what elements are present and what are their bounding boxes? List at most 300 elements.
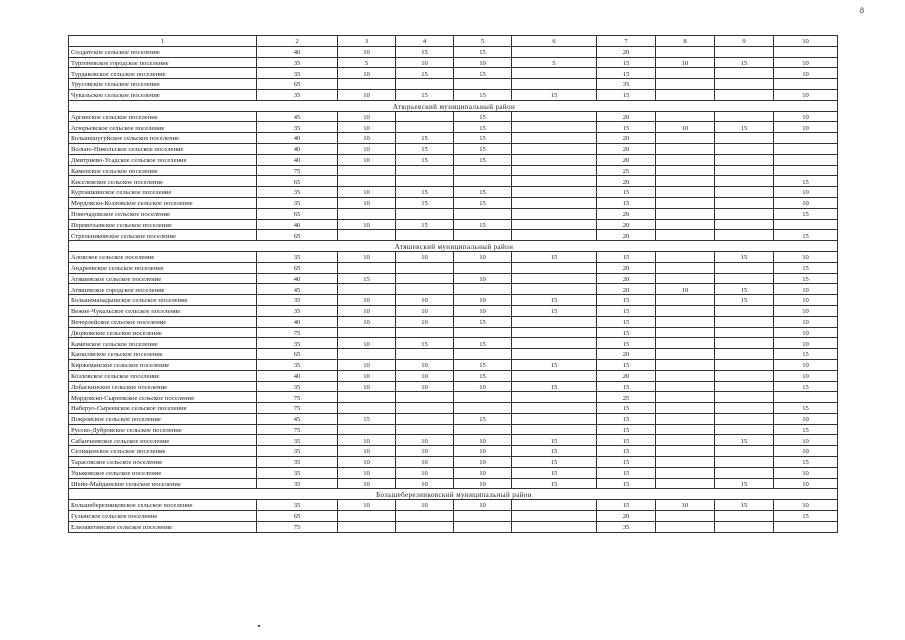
value-cell [338, 176, 396, 187]
value-cell: 20 [597, 208, 656, 219]
value-cell: 10 [656, 122, 715, 133]
value-cell [396, 511, 454, 522]
value-cell: 10 [396, 359, 454, 370]
value-cell [454, 424, 512, 435]
value-cell: 10 [656, 284, 715, 295]
value-cell: 10 [454, 457, 512, 468]
value-cell [512, 316, 597, 327]
value-cell [774, 219, 838, 230]
settlement-name: Турдаковское сельское поселение [69, 68, 257, 79]
value-cell: 10 [396, 251, 454, 262]
value-cell: 15 [454, 133, 512, 144]
settlement-name: Большеберезниковское сельское поселение [69, 500, 257, 511]
value-cell [512, 413, 597, 424]
table-row [69, 154, 838, 165]
value-cell: 10 [338, 68, 396, 79]
value-cell [396, 413, 454, 424]
value-cell: 15 [454, 122, 512, 133]
value-cell: 40 [257, 133, 338, 144]
value-cell: 10 [338, 381, 396, 392]
value-cell: 10 [454, 295, 512, 306]
table-row [69, 251, 838, 262]
value-cell [338, 327, 396, 338]
value-cell: 75 [257, 403, 338, 414]
table-row [69, 305, 838, 316]
header-cell: 2 [257, 36, 338, 47]
value-cell: 10 [454, 467, 512, 478]
value-cell: 35 [257, 89, 338, 100]
value-cell: 10 [774, 111, 838, 122]
value-cell [396, 521, 454, 532]
value-cell: 10 [774, 251, 838, 262]
value-cell: 15 [774, 403, 838, 414]
value-cell: 40 [257, 273, 338, 284]
value-cell [396, 230, 454, 241]
table-row [69, 500, 838, 511]
value-cell: 35 [597, 521, 656, 532]
value-cell [338, 392, 396, 403]
section-title: Атюрьевский муниципальный район [69, 100, 838, 111]
settlement-name: Атяшевское сельское поселение [69, 273, 257, 284]
table-row [69, 122, 838, 133]
table-row [69, 349, 838, 360]
value-cell: 15 [396, 143, 454, 154]
value-cell: 15 [597, 187, 656, 198]
table-row [69, 111, 838, 122]
value-cell [512, 154, 597, 165]
value-cell: 35 [257, 435, 338, 446]
value-cell [512, 327, 597, 338]
value-cell: 15 [396, 89, 454, 100]
value-cell: 35 [257, 478, 338, 489]
settlement-name: Дмитриево-Усадское сельское поселение [69, 154, 257, 165]
value-cell: 15 [597, 446, 656, 457]
value-cell [512, 273, 597, 284]
value-cell [715, 46, 774, 57]
value-cell [774, 392, 838, 403]
value-cell [715, 111, 774, 122]
section-row [69, 100, 838, 111]
value-cell: 15 [512, 457, 597, 468]
value-cell: 10 [338, 359, 396, 370]
value-cell: 15 [396, 154, 454, 165]
value-cell: 15 [597, 327, 656, 338]
settlement-name: Киржеманское сельское поселение [69, 359, 257, 370]
value-cell [715, 349, 774, 360]
value-cell: 10 [338, 219, 396, 230]
value-cell: 15 [512, 467, 597, 478]
value-cell [656, 359, 715, 370]
value-cell: 15 [512, 251, 597, 262]
value-cell: 10 [774, 359, 838, 370]
value-cell: 15 [597, 500, 656, 511]
value-cell [454, 403, 512, 414]
value-cell [512, 111, 597, 122]
value-cell [656, 316, 715, 327]
value-cell: 15 [597, 424, 656, 435]
value-cell [396, 208, 454, 219]
value-cell: 10 [774, 500, 838, 511]
settlement-name: Киселевское сельское поселение [69, 176, 257, 187]
value-cell: 15 [597, 359, 656, 370]
table-row [69, 57, 838, 68]
value-cell: 10 [338, 446, 396, 457]
value-cell: 15 [396, 133, 454, 144]
value-cell: 20 [597, 143, 656, 154]
value-cell: 10 [396, 467, 454, 478]
settlement-name: Стрельниковское сельское поселение [69, 230, 257, 241]
value-cell [656, 305, 715, 316]
value-cell [656, 349, 715, 360]
value-cell [656, 521, 715, 532]
value-cell: 10 [338, 111, 396, 122]
value-cell [656, 381, 715, 392]
table-row [69, 338, 838, 349]
table-row [69, 262, 838, 273]
value-cell [774, 46, 838, 57]
value-cell [512, 230, 597, 241]
table-row [69, 316, 838, 327]
section-title: Атяшевский муниципальный район [69, 241, 838, 252]
table-row [69, 424, 838, 435]
settlement-name: Мордовско-Козловское сельское поселение [69, 197, 257, 208]
value-cell: 15 [715, 500, 774, 511]
value-cell: 75 [257, 165, 338, 176]
value-cell: 35 [257, 381, 338, 392]
value-cell: 15 [715, 435, 774, 446]
table-row [69, 478, 838, 489]
value-cell [396, 262, 454, 273]
value-cell [512, 197, 597, 208]
value-cell [454, 79, 512, 90]
value-cell [338, 424, 396, 435]
value-cell [715, 133, 774, 144]
value-cell [656, 154, 715, 165]
settlement-name: Капасовское сельское поселение [69, 349, 257, 360]
settlement-name: Вежне-Чукальское сельское поселение [69, 305, 257, 316]
table-row [69, 381, 838, 392]
value-cell [656, 392, 715, 403]
value-cell: 45 [257, 111, 338, 122]
value-cell: 10 [396, 57, 454, 68]
value-cell [656, 111, 715, 122]
value-cell: 35 [257, 338, 338, 349]
value-cell: 10 [774, 89, 838, 100]
value-cell: 35 [257, 457, 338, 468]
value-cell [338, 208, 396, 219]
value-cell: 15 [774, 381, 838, 392]
value-cell: 35 [597, 79, 656, 90]
value-cell: 10 [774, 338, 838, 349]
value-cell [656, 295, 715, 306]
value-cell: 15 [774, 230, 838, 241]
value-cell: 15 [512, 381, 597, 392]
value-cell: 40 [257, 46, 338, 57]
value-cell [774, 143, 838, 154]
value-cell: 10 [454, 273, 512, 284]
value-cell [656, 251, 715, 262]
value-cell: 15 [597, 316, 656, 327]
value-cell: 20 [597, 230, 656, 241]
value-cell [656, 338, 715, 349]
value-cell: 15 [454, 197, 512, 208]
value-cell: 15 [597, 295, 656, 306]
value-cell: 15 [597, 338, 656, 349]
value-cell [512, 187, 597, 198]
value-cell: 15 [715, 251, 774, 262]
value-cell: 15 [597, 435, 656, 446]
value-cell: 10 [338, 338, 396, 349]
value-cell [774, 165, 838, 176]
value-cell: 65 [257, 230, 338, 241]
value-cell: 10 [396, 435, 454, 446]
value-cell [656, 79, 715, 90]
value-cell [715, 197, 774, 208]
value-cell: 15 [396, 46, 454, 57]
value-cell [338, 79, 396, 90]
header-cell: 5 [454, 36, 512, 47]
value-cell [774, 521, 838, 532]
settlement-name: Перевесьевское сельское поселение [69, 219, 257, 230]
value-cell: 20 [597, 349, 656, 360]
value-cell [774, 133, 838, 144]
settlement-name: Тарасовское сельское поселение [69, 457, 257, 468]
value-cell: 10 [774, 295, 838, 306]
value-cell: 65 [257, 511, 338, 522]
table-row [69, 413, 838, 424]
value-cell: 65 [257, 208, 338, 219]
settlement-name: Солдатское сельское поселение [69, 46, 257, 57]
value-cell: 10 [338, 46, 396, 57]
value-cell: 15 [597, 89, 656, 100]
value-cell [715, 154, 774, 165]
value-cell: 10 [774, 57, 838, 68]
value-cell [656, 424, 715, 435]
settlement-name: Атюрьевское сельское поселение [69, 122, 257, 133]
value-cell: 35 [257, 305, 338, 316]
value-cell: 15 [715, 122, 774, 133]
table-row [69, 89, 838, 100]
value-cell: 10 [774, 467, 838, 478]
value-cell: 10 [396, 316, 454, 327]
value-cell [715, 403, 774, 414]
value-cell [656, 511, 715, 522]
value-cell [656, 46, 715, 57]
table-row [69, 133, 838, 144]
value-cell [715, 305, 774, 316]
value-cell [656, 208, 715, 219]
value-cell: 20 [597, 219, 656, 230]
table-row [69, 143, 838, 154]
table-row [69, 197, 838, 208]
value-cell [715, 316, 774, 327]
value-cell: 15 [597, 197, 656, 208]
value-cell [715, 467, 774, 478]
value-cell [512, 392, 597, 403]
value-cell: 10 [396, 381, 454, 392]
value-cell [656, 197, 715, 208]
value-cell [774, 79, 838, 90]
value-cell [715, 370, 774, 381]
value-cell: 10 [338, 133, 396, 144]
value-cell: 15 [396, 197, 454, 208]
table-row [69, 176, 838, 187]
settlement-name: Вольно-Никольское сельское поселение [69, 143, 257, 154]
value-cell: 35 [257, 295, 338, 306]
table-row [69, 187, 838, 198]
value-cell: 10 [774, 446, 838, 457]
value-cell: 10 [338, 187, 396, 198]
value-cell [656, 187, 715, 198]
value-cell: 20 [597, 273, 656, 284]
header-cell: 9 [715, 36, 774, 47]
value-cell [715, 273, 774, 284]
settlement-name: Лобаскинское сельское поселение [69, 381, 257, 392]
settlement-name: Каменское сельское поселение [69, 165, 257, 176]
value-cell: 15 [396, 338, 454, 349]
value-cell: 10 [338, 370, 396, 381]
value-cell: 10 [774, 316, 838, 327]
value-cell: 15 [774, 176, 838, 187]
value-cell [512, 262, 597, 273]
value-cell [454, 284, 512, 295]
value-cell: 10 [774, 68, 838, 79]
value-cell: 15 [512, 305, 597, 316]
value-cell: 25 [597, 165, 656, 176]
value-cell [715, 208, 774, 219]
value-cell [396, 273, 454, 284]
value-cell: 10 [454, 381, 512, 392]
settlement-name: Мордовско-Сыреевское сельское поселение [69, 392, 257, 403]
table-row [69, 230, 838, 241]
value-cell [454, 176, 512, 187]
value-cell: 10 [774, 327, 838, 338]
value-cell [512, 370, 597, 381]
value-cell [512, 521, 597, 532]
value-cell: 15 [774, 208, 838, 219]
value-cell: 10 [774, 305, 838, 316]
value-cell: 10 [656, 500, 715, 511]
value-cell: 15 [512, 446, 597, 457]
value-cell: 20 [597, 511, 656, 522]
value-cell: 10 [396, 446, 454, 457]
value-cell [454, 165, 512, 176]
value-cell: 75 [257, 327, 338, 338]
settlement-name: Покровское сельское поселение [69, 413, 257, 424]
value-cell: 10 [338, 251, 396, 262]
value-cell: 10 [338, 500, 396, 511]
value-cell [512, 284, 597, 295]
value-cell [512, 219, 597, 230]
value-cell: 15 [338, 273, 396, 284]
value-cell: 65 [257, 349, 338, 360]
value-cell: 20 [597, 284, 656, 295]
value-cell: 20 [597, 370, 656, 381]
value-cell [338, 165, 396, 176]
value-cell: 35 [257, 122, 338, 133]
section-title: Большеберезниковский муниципальный район [69, 489, 838, 500]
value-cell [656, 370, 715, 381]
settlement-name: Атяшевское городское поселение [69, 284, 257, 295]
value-cell [656, 165, 715, 176]
settlement-name: Большешугуйское сельское поселение [69, 133, 257, 144]
value-cell: 15 [396, 187, 454, 198]
value-cell: 40 [257, 316, 338, 327]
value-cell [656, 89, 715, 100]
value-cell [656, 327, 715, 338]
header-row [69, 36, 838, 47]
value-cell [715, 262, 774, 273]
section-row [69, 241, 838, 252]
value-cell: 35 [257, 68, 338, 79]
value-cell [454, 262, 512, 273]
value-cell [715, 327, 774, 338]
value-cell: 10 [338, 122, 396, 133]
value-cell: 15 [597, 403, 656, 414]
value-cell: 10 [338, 154, 396, 165]
settlement-name: Елизаветинское сельское поселение [69, 521, 257, 532]
value-cell [396, 284, 454, 295]
value-cell [512, 208, 597, 219]
value-cell: 45 [257, 284, 338, 295]
settlement-name: Шейн-Майданское сельское поселение [69, 478, 257, 489]
scan-mark [258, 625, 260, 627]
header-cell: 10 [774, 36, 838, 47]
settlement-name: Сабанчеевское сельское поселение [69, 435, 257, 446]
settlement-name: Наберуо-Сыреевское сельское поселение [69, 403, 257, 414]
table-row [69, 208, 838, 219]
value-cell: 15 [512, 478, 597, 489]
value-cell: 40 [257, 143, 338, 154]
value-cell: 15 [597, 467, 656, 478]
value-cell [338, 230, 396, 241]
value-cell: 15 [597, 381, 656, 392]
value-cell [715, 413, 774, 424]
settlement-name: Селищенское сельское поселение [69, 446, 257, 457]
value-cell [512, 122, 597, 133]
value-cell: 10 [396, 478, 454, 489]
value-cell [656, 219, 715, 230]
value-cell: 35 [257, 359, 338, 370]
value-cell: 10 [396, 295, 454, 306]
value-cell: 10 [338, 467, 396, 478]
value-cell [454, 230, 512, 241]
value-cell [454, 327, 512, 338]
value-cell [656, 457, 715, 468]
value-cell: 10 [338, 143, 396, 154]
table-row [69, 511, 838, 522]
value-cell [715, 511, 774, 522]
value-cell: 15 [597, 57, 656, 68]
value-cell: 20 [597, 154, 656, 165]
value-cell [715, 446, 774, 457]
value-cell: 10 [774, 413, 838, 424]
value-cell: 10 [774, 435, 838, 446]
value-cell: 10 [338, 197, 396, 208]
table-row [69, 165, 838, 176]
value-cell: 75 [257, 424, 338, 435]
value-cell [512, 500, 597, 511]
value-cell: 20 [597, 133, 656, 144]
value-cell: 15 [597, 478, 656, 489]
value-cell [715, 381, 774, 392]
value-cell: 10 [454, 500, 512, 511]
value-cell: 15 [512, 89, 597, 100]
value-cell: 10 [774, 478, 838, 489]
value-cell: 15 [774, 511, 838, 522]
value-cell: 15 [454, 111, 512, 122]
value-cell [512, 176, 597, 187]
